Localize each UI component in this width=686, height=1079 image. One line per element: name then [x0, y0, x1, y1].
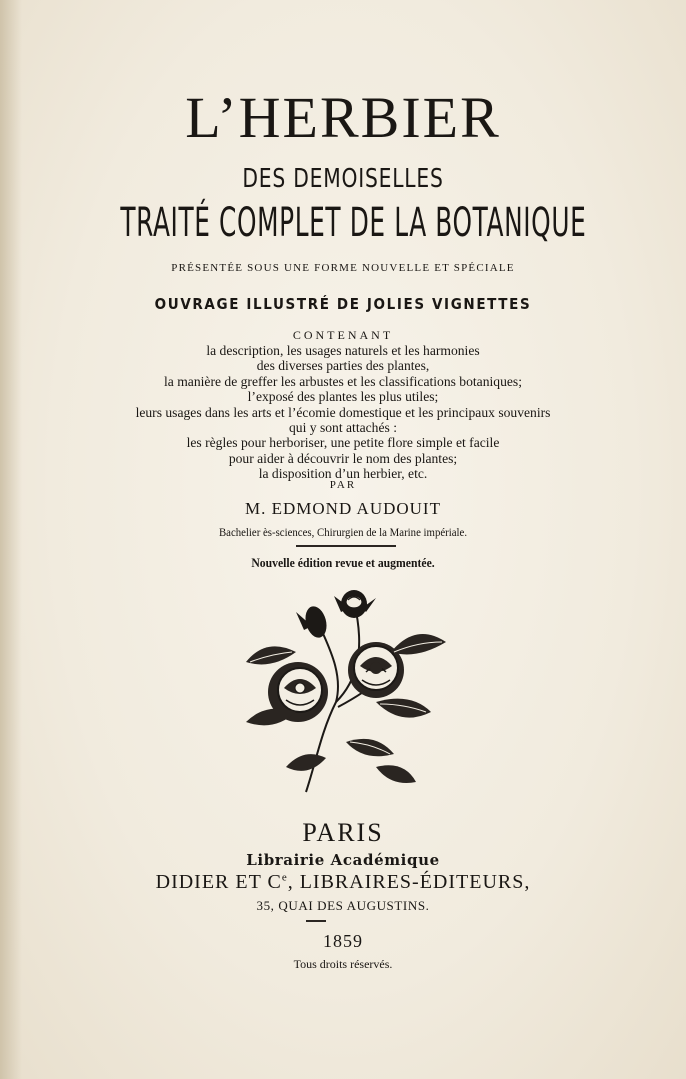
- publisher-address: 35, QUAI DES AUGUSTINS.: [256, 898, 430, 913]
- contents-description: [0, 343, 686, 482]
- publisher-librairie: Librairie Académique: [246, 851, 440, 869]
- description-line: l’exposé des plantes les plus utiles;: [247, 389, 439, 405]
- description-line: la manière de greffer les arbustes et les classifications botaniques;: [164, 373, 522, 389]
- publisher-name-sup: e: [281, 871, 288, 884]
- divider-rule-small: [306, 920, 326, 922]
- description-line: la disposition d’un herbier, etc.: [258, 466, 428, 482]
- publication-year: 1859: [323, 931, 363, 951]
- illustrated-line: OUVRAGE ILLUSTRÉ DE JOLIES VIGNETTES: [154, 295, 532, 313]
- description-line: pour aider à découvrir le nom des plantes;: [228, 450, 458, 466]
- rose-vignette-icon: [226, 582, 466, 804]
- book-subtitle: DES DEMOISELLES: [242, 164, 444, 194]
- par-label: PAR: [329, 479, 357, 491]
- description-line: les règles pour herboriser, une petite flore simple et facile: [186, 435, 500, 451]
- description-line: qui y sont attachés :: [289, 420, 397, 436]
- description-line: des diverses parties des plantes,: [256, 358, 430, 374]
- publisher-name: [0, 871, 686, 894]
- book-treatise-title: TRAITÉ COMPLET DE LA BOTANIQUE: [120, 200, 587, 246]
- edition-note: Nouvelle édition revue et augmentée.: [251, 555, 435, 570]
- presentation-line: PRÉSENTÉE SOUS UNE FORME NOUVELLE ET SPÉCIALE: [171, 262, 515, 274]
- publisher-city: PARIS: [302, 818, 384, 847]
- publisher-name-main: DIDIER ET C: [155, 871, 282, 893]
- book-title: L’HERBIER: [185, 85, 501, 150]
- description-line: la description, les usages naturels et les harmonies: [206, 343, 480, 358]
- spine-shadow: [0, 0, 22, 1079]
- description-line: leurs usages dans les arts et l’écomie domestique et les principaux souvenirs: [135, 404, 551, 420]
- publisher-name-rest: , LIBRAIRES-ÉDITEURS,: [287, 871, 531, 893]
- contenant-label: CONTENANT: [292, 328, 394, 342]
- divider-rule: [296, 545, 396, 547]
- author-credentials: Bachelier ès-sciences, Chirurgien de la Marine impériale.: [218, 525, 468, 539]
- author-name: M. EDMOND AUDOUIT: [245, 499, 441, 518]
- rights-notice: Tous droits réservés.: [293, 957, 393, 971]
